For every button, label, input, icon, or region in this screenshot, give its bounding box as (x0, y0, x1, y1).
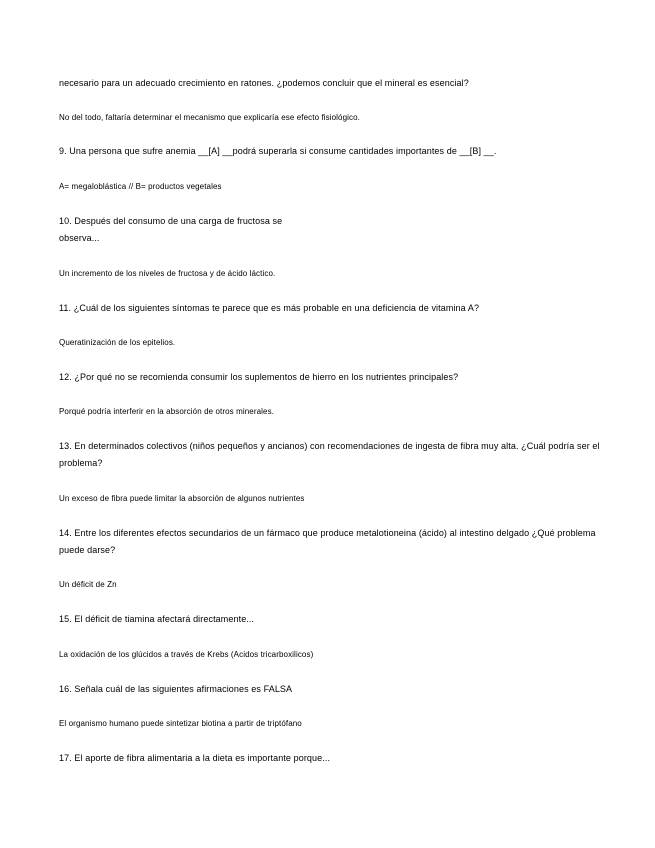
answer-text: No del todo, faltaría determinar el mecanismo que explicaría ese efecto fisiológico. (59, 113, 360, 122)
question-10-line-1: 10. Después del consumo de una carga de fructosa se (59, 216, 283, 226)
question-9-text: 9. Una persona que sufre anemia __[A] __podrá superarla si consume cantidades importantes de __[B] __. (59, 146, 497, 156)
question-11-text: 11. ¿Cuál de los siguientes síntomas te parece que es más probable en una deficiencia de vitamina A? (59, 303, 480, 313)
question-15-text: 15. El déficit de tiamina afectará directamente... (59, 614, 255, 624)
answer-14-text: Un déficit de Zn (59, 580, 117, 589)
question-12-text: 12. ¿Por qué no se recomienda consumir los suplementos de hierro en los nutrientes principales? (59, 372, 459, 382)
question-16-text: 16. Señala cuál de las siguientes afirmaciones es FALSA (59, 684, 293, 694)
answer-12-text: Porqué podría interferir en la absorción de otros minerales. (59, 407, 274, 416)
answer-11-text: Queratinización de los epitelios. (59, 338, 176, 347)
answer-13-text: Un exceso de fibra puede limitar la absorción de algunos nutrientes (59, 494, 305, 503)
question-10-line-2: observa... (59, 233, 100, 243)
answer-16-text: El organismo humano puede sintetizar biotina a partir de triptófano (59, 719, 302, 728)
question-continuation-text: necesario para un adecuado crecimiento en ratones. ¿podemos concluir que el mineral es esencial? (59, 78, 469, 88)
question-17-text: 17. El aporte de fibra alimentaria a la dieta es importante porque... (59, 753, 331, 763)
answer-10-text: Un incremento de los niveles de fructosa y de ácido láctico. (59, 269, 276, 278)
answer-15-text: La oxidación de los glúcidos a través de Krebs (Acidos tricarboxilicos) (59, 650, 314, 659)
answer-9-text: A= megaloblástica // B= productos vegetales (59, 182, 222, 191)
question-14-text: 14. Entre los diferentes efectos secundarios de un fármaco que produce metalotioneina (ácido) al intestino delgado ¿Qué problema puede darse? (59, 528, 596, 555)
question-10-text (59, 213, 605, 247)
question-13-text: 13. En determinados colectivos (niños pequeños y ancianos) con recomendaciones de ingesta de fibra muy alta. ¿Cuál podría ser el problema? (59, 441, 600, 468)
